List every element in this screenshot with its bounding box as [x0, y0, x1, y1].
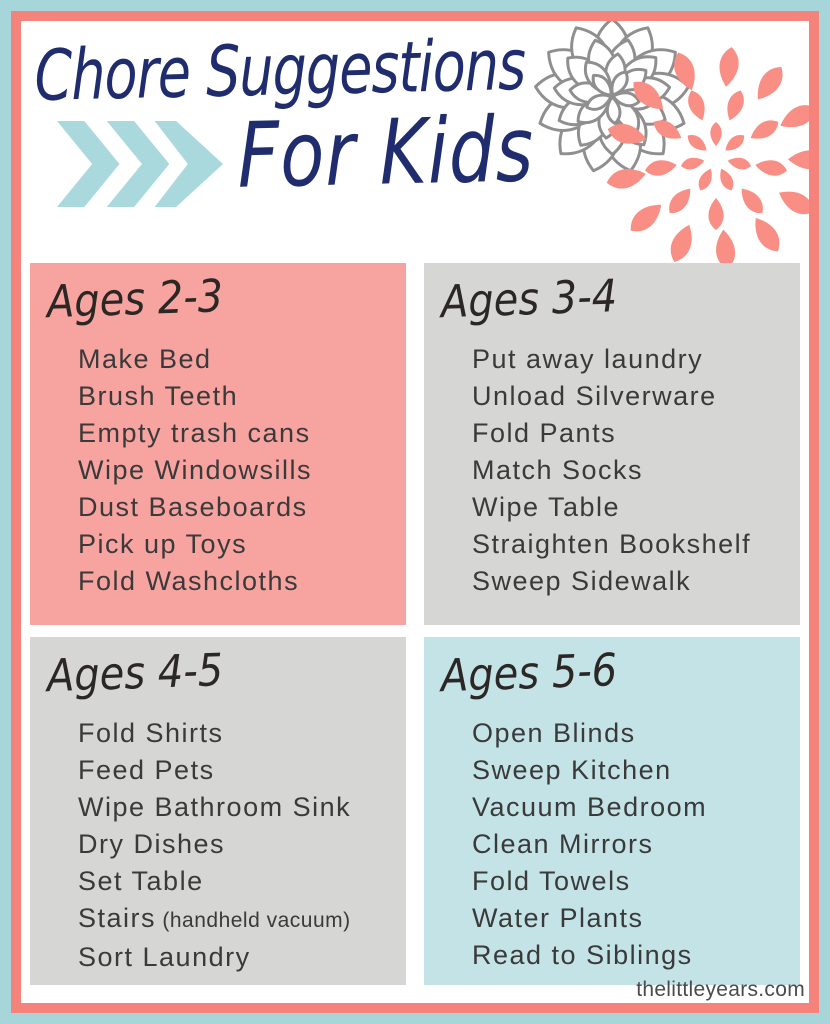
box-heading: Ages 2-3 [46, 270, 224, 329]
flyer-title-line2: For Kids [237, 96, 535, 208]
chore-item: Brush Teeth [78, 381, 239, 411]
chore-item: Clean Mirrors [472, 829, 654, 859]
flyer-title-line1: Chore Suggestions [34, 23, 526, 117]
chore-item: Pick up Toys [78, 529, 248, 559]
chore-item: Sweep Sidewalk [472, 566, 692, 596]
petal-burst-flower-icon [604, 46, 819, 270]
chore-item: Dust Baseboards [78, 492, 308, 522]
chore-list [438, 715, 800, 974]
chore-item: Set Table [78, 866, 204, 896]
chore-item: Put away laundry [472, 344, 704, 374]
chore-item: Water Plants [472, 903, 644, 933]
chore-box-ages-2-3 [30, 263, 406, 625]
chore-item: Feed Pets [78, 755, 215, 785]
box-heading: Ages 3-4 [440, 270, 618, 329]
triple-chevron-right-icon [57, 121, 223, 207]
chore-item: Unload Silverware [472, 381, 717, 411]
chore-item: Stairs (handheld vacuum) [78, 903, 351, 933]
chore-item: Fold Towels [472, 866, 631, 896]
chore-box-ages-3-4 [424, 263, 800, 625]
chore-item: Fold Shirts [78, 718, 224, 748]
chore-list [44, 715, 406, 976]
chore-item: Sort Laundry [78, 942, 251, 972]
chore-item: Match Socks [472, 455, 644, 485]
chore-item: Vacuum Bedroom [472, 792, 708, 822]
chore-item: Open Blinds [472, 718, 636, 748]
website-credit: thelittleyears.com [636, 978, 805, 1001]
chore-item: Make Bed [78, 344, 212, 374]
chore-item: Wipe Windowsills [78, 455, 313, 485]
chore-item: Fold Washcloths [78, 566, 300, 596]
flyer-frame [11, 11, 819, 1013]
chore-item: Wipe Bathroom Sink [78, 792, 352, 822]
box-heading: Ages 5-6 [440, 644, 618, 703]
chore-list [44, 341, 406, 600]
chore-item: Sweep Kitchen [472, 755, 672, 785]
chore-item: Fold Pants [472, 418, 617, 448]
chore-item: Empty trash cans [78, 418, 311, 448]
box-heading: Ages 4-5 [46, 644, 224, 703]
chore-item: Dry Dishes [78, 829, 226, 859]
chore-item: Straighten Bookshelf [472, 529, 752, 559]
chore-item: Read to Siblings [472, 940, 693, 970]
chore-box-ages-4-5 [30, 637, 406, 985]
chore-list [438, 341, 800, 600]
chore-item: Wipe Table [472, 492, 621, 522]
chore-box-ages-5-6 [424, 637, 800, 985]
chore-item-note: (handheld vacuum) [156, 909, 351, 932]
